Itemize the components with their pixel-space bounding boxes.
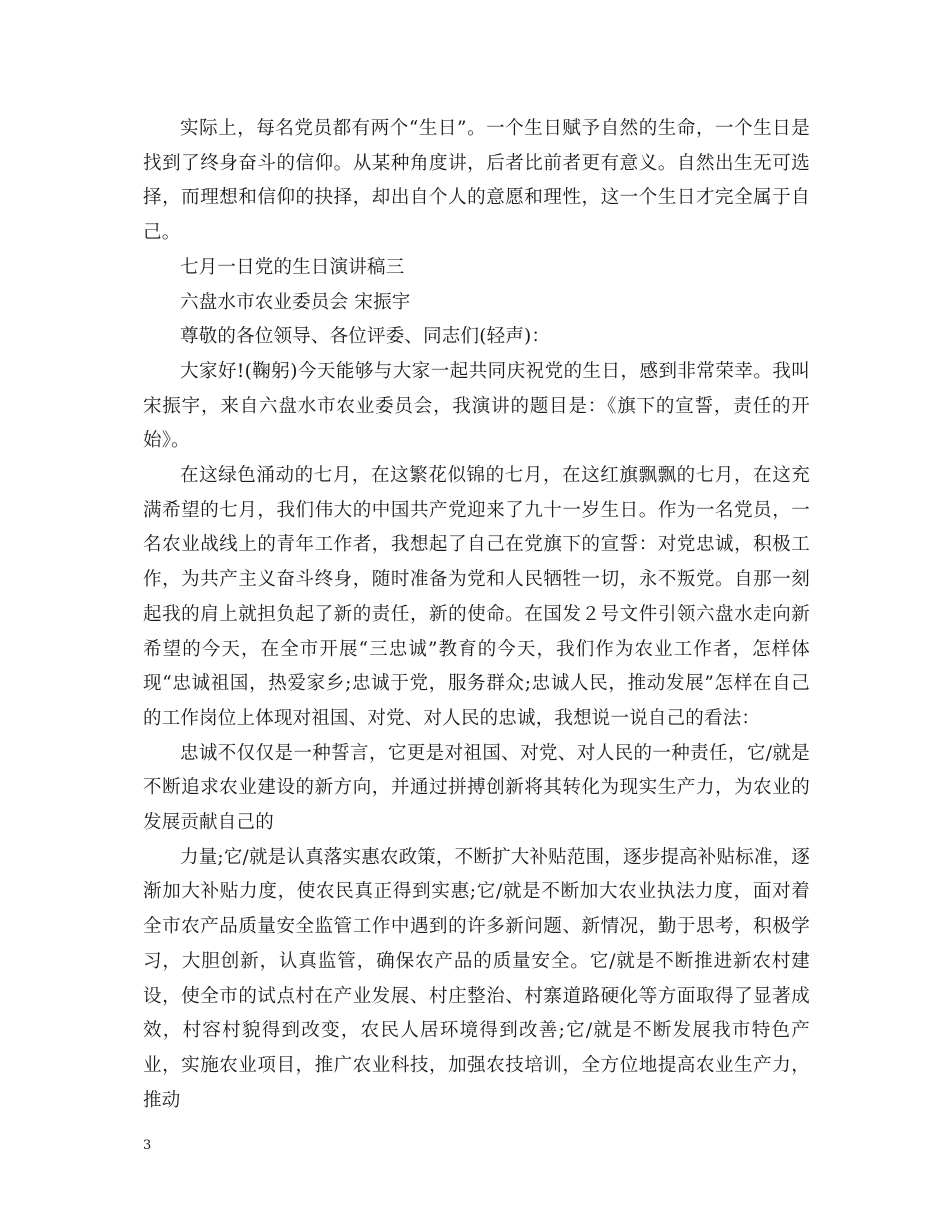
paragraph: 实际上，每名党员都有两个“生日”。一个生日赋予自然的生命，一个生日是找到了终身奋斗的信仰。从某种角度讲，后者比前者更有意义。自然出生无可选择，而理想和信仰的抉择，却出自个人的意愿和理性，这一个生日才完全属于自己。: [143, 118, 810, 244]
paragraph: 忠诚不仅仅是一种誓言，它更是对祖国、对党、对人民的一种责任，它/就是不断追求农业建设的新方向，并通过拼搏创新将其转化为现实生产力，为农业的发展贡献自己的: [143, 742, 810, 834]
speaker-line: 六盘水市农业委员会 宋振宇: [180, 291, 411, 313]
section-title: 七月一日党的生日演讲稿三: [180, 256, 405, 278]
paragraph: 力量;它/就是认真落实惠农政策，不断扩大补贴范围，逐步提高补贴标准，逐渐加大补贴力度，使农民真正得到实惠;它/就是不断加大农业执法力度，面对着全市农产品质量安全监管工作中遇到的许多新问题、新情况，勤于思考，积极学习，大胆创新，认真监管，确保农产品的质量安全。它/就是不断推进新农村建设，使全市的试点村在产业发展、村庄整治、村寨道路硬化等方面取得了显著成效，村容村貌得到改变，农民人居环境得到改善;它/就是不断发展我市特色产业，实施农业项目，推广农业科技，加强农技培训，全方位地提高农业生产力，推动: [143, 846, 810, 1111]
salutation: 尊敬的各位领导、各位评委、同志们(轻声)：: [180, 326, 551, 348]
document-body: [143, 112, 810, 1118]
paragraph: 大家好!(鞠躬)今天能够与大家一起共同庆祝党的生日，感到非常荣幸。我叫宋振宇，来自六盘水市农业委员会，我演讲的题目是：《旗下的宣誓，责任的开始》。: [143, 360, 810, 452]
page-number: 3: [143, 1138, 152, 1153]
paragraph: 在这绿色涌动的七月，在这繁花似锦的七月，在这红旗飘飘的七月，在这充满希望的七月，我们伟大的中国共产党迎来了九十一岁生日。作为一名党员，一名农业战线上的青年工作者，我想起了自己在党旗下的宣誓：对党忠诚，积极工作，为共产主义奋斗终身，随时准备为党和人民牺牲一切，永不叛党。自那一刻起我的肩上就担负起了新的责任，新的使命。在国发２号文件引领六盘水走向新希望的今天，在全市开展“三忠诚”教育的今天，我们作为农业工作者，怎样体现“忠诚祖国，热爱家乡;忠诚于党，服务群众;忠诚人民，推动发展”怎样在自己的工作岗位上体现对祖国、对党、对人民的忠诚，我想说一说自己的看法：: [143, 465, 810, 729]
